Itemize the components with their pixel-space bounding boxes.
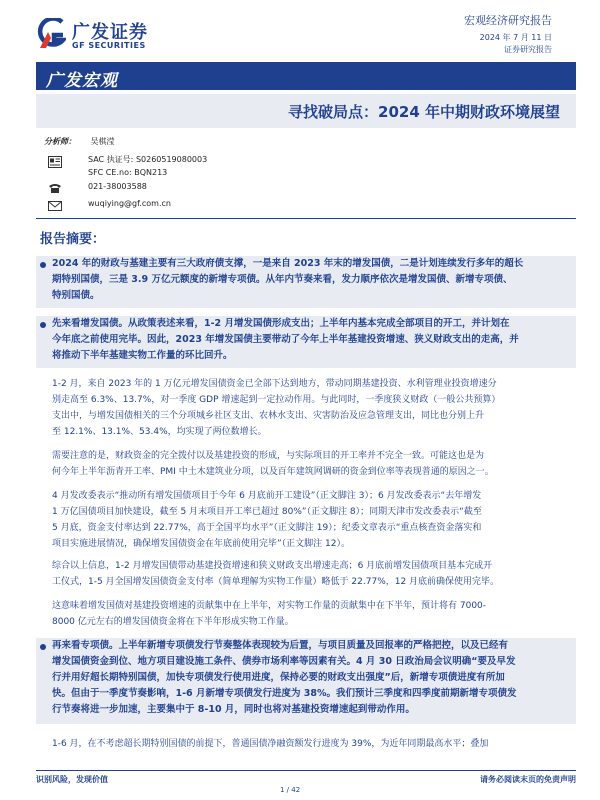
summary-bullet-text: 2024 年的财政与基建主要有三大政府债支撑，一是来自 2023 年末的增发国债，二是计划连续发行多年的超长 期特别国债，三是 3.9 万亿元额度的新增专项债。从年内节奏来看，发力顺序依次是增发国债、新增专项债、 特别国债。 [52,258,524,301]
analyst-name: 吴棋滢 [90,137,115,146]
report-type: 宏观经济研究报告 [464,14,552,27]
page-header [0,0,600,64]
analyst-name-row [44,136,115,147]
footer-slogan: 识别风险，发现价值 [36,775,108,784]
summary-paragraph: 综合以上信息，1-2 月增发国债带动基建投资增速和狭义财政支出增速走高；6 月底前增发国债项目基本完成开 工仪式，1-5 月全国增发国债资金支付率（简单理解为实物工作量）略低于 22.77%，12 月底前确保使用完毕。 [52,561,500,587]
summary-paragraph: 这意味着增发国债对基建投资增速的贡献集中在上半年，对实物工作量的贡献集中在下半年，预计将有 7000- 8000 亿元左右的增发国债资金将在下半年形成实物工作量。 [52,601,487,627]
summary-paragraph: 需要注意的是，财政资金的完全拨付以及基建投资的形成，与实际项目的开工率并不完全一致。可能这也是为 何今年上半年沥青开工率、PMI 中土木建筑业分项，以及百年建筑网调研的资金到位率等表现普通的原因之一。 [52,451,494,477]
page-number: 1 / 42 [280,786,301,794]
summary-heading: 报告摘要： [40,232,106,247]
analyst-block [44,136,274,216]
bullet-icon [40,644,46,650]
sfc-row [88,168,167,177]
sac-value: S0260519080003 [135,155,208,164]
phone-icon [48,182,62,194]
sac-label: SAC 执证号: [88,155,134,164]
summary-bullet-text: 再来看专项债。上半年新增专项债发行节奏整体表现较为后置，与项目质量及回报率的严格把控，以及已经有 增发国债资金到位、地方项目建设施工条件、债券市场利率等因素有关。4 月 30 日政治局会议明确“要及早发 行并用好超长期特别国债，加快专项债发行使用进度，保持必要的财政支出强度”后，新增专项债进度有所加 快。但由于一季度节奏影响，1-6 月新增专项债发行进度为 38%。我们预计三季度和四季度前期新增专项债发 行节奏将进一步加速，主要集中于 8-10 月，同时也将对基建投资增速起到带动作用。 [52,640,517,715]
bullet-icon [40,262,46,268]
summary-bullet [36,256,576,308]
summary-bullet [36,638,576,724]
title-bar [36,94,576,128]
sfc-label: SFC CE.no: [88,168,132,177]
summary-bullet-text: 先来看增发国债。从政策表述来看，1-2 月增发国债形成支出；上半年内基本完成全部项目的开工，并计划在 今年底之前使用完毕。因此，2023 年增发国债主要带动了今年上半年基建投资增速、狭义财政支出的走高，并 将推动下半年基建实物工作量的环比回升。 [52,318,519,361]
report-department: 证券研究报告 [504,45,552,54]
series-banner [36,62,576,90]
divider [36,218,576,219]
summary-paragraph: 1-2 月，来自 2023 年的 1 万亿元增发国债资金已全部下达到地方，带动同期基建投资、水利管理业投资增速分 别走高至 6.3%、13.7%，对一季度 GDP 增速起到一定拉动作用。与此同时，一季度狭义财政（一般公共预算） 支出中，与增发国债相关的三个分项城乡社区支出、农林水支出、灾害防治及应急管理支出，同比也分别上升 至 12.1%、13.1%、53.4%，均实现了两位数增长。 [52,379,501,437]
gf-securities-logo [36,18,166,54]
series-name: 广发宏观 [46,71,118,91]
report-date: 2024 年 7 月 11 日 [479,33,552,42]
id-card-icon [48,156,62,168]
summary-bullet [36,316,576,368]
envelope-icon [48,200,62,212]
bullet-icon [40,322,46,328]
sac-row [88,154,207,165]
sfc-value: BQN213 [134,168,168,177]
footer-disclaimer: 请务必阅读末页的免责声明 [480,775,576,784]
logo-chinese-text: 广发证券 [72,22,148,43]
gf-logo-icon [36,18,66,50]
summary-paragraph: 1-6 月，在不考虑超长期特别国债的前提下，普通国债净融资额发行进度为 39%，为近年同期最高水平；叠加 [52,739,489,749]
analyst-email[interactable]: wuqiying@gf.com.cn [88,199,171,208]
analyst-phone: 021-38003588 [88,182,147,191]
footer-divider [36,770,576,771]
report-title: 寻找破局点：2024 年中期财政环境展望 [288,103,560,121]
logo-english-text: GF SECURITIES [72,41,146,50]
summary-paragraph: 4 月发改委表示“推动所有增发国债项目于今年 6 月底前开工建设”（正文脚注 3）；6 月发改委表示“去年增发 1 万亿国债项目加快建设，截至 5 月末项目开工率已超过 80%”（正文脚注 8）；同期天津市发改委表示“截至 5 月底，资金支付率达到 22.77%，高于全国平均水平”（正文脚注 19）；纪委文章表示“重点核查资金落实和 项目实施进展情况，确保增发国债资金在年底前使用完毕”（正文脚注 12）。 [52,491,482,549]
analyst-label: 分析师： [44,137,76,146]
